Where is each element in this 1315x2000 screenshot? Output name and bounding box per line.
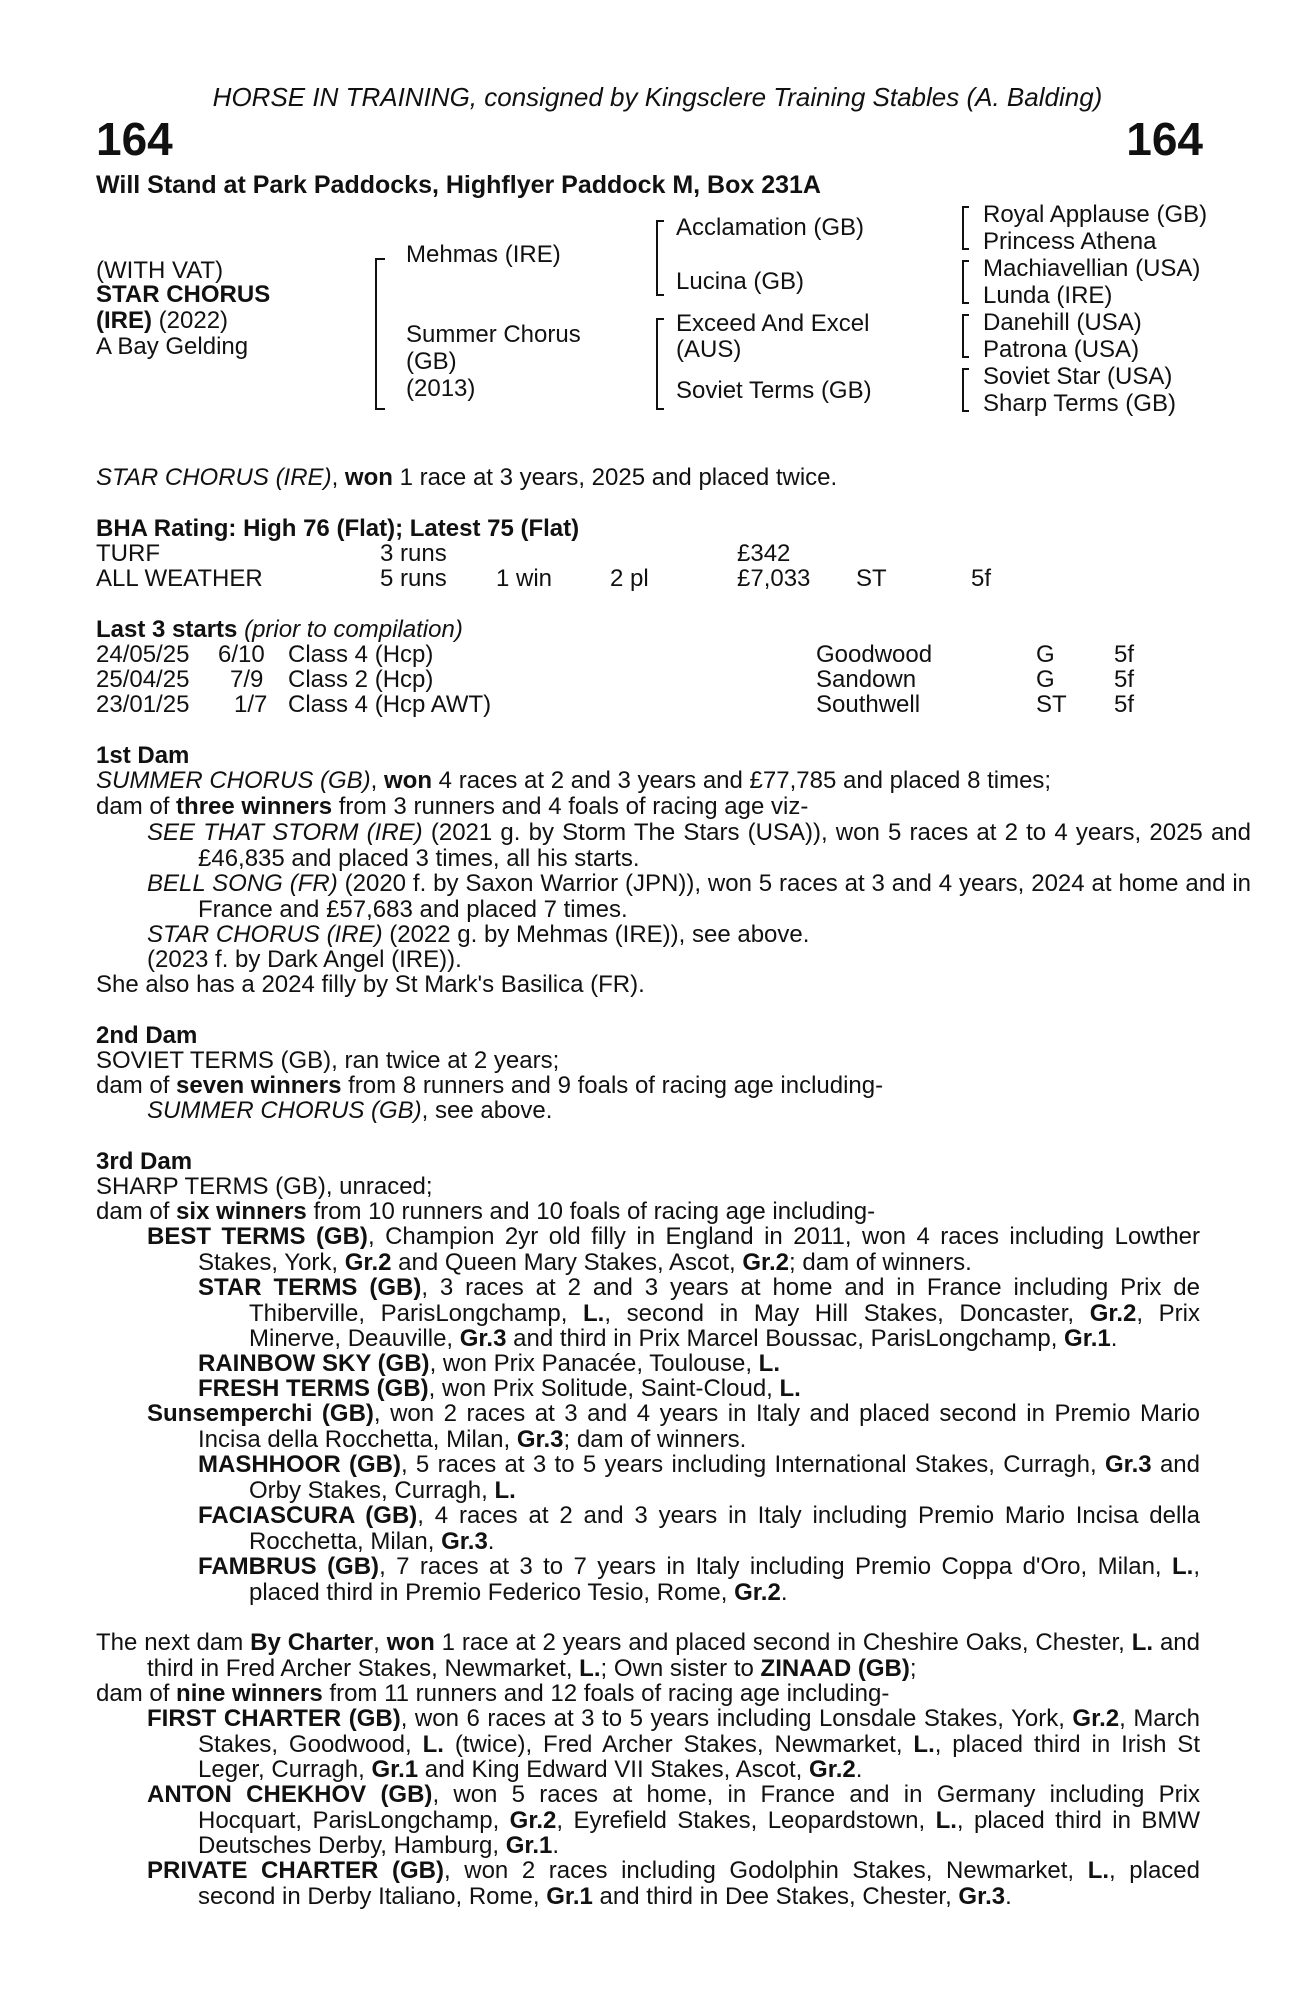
grade: Gr.3	[958, 1882, 1006, 1910]
entry-name: STAR TERMS (GB)	[198, 1274, 422, 1301]
listed: L.	[1131, 1629, 1154, 1656]
entry-name: FRESH TERMS (GB)	[198, 1375, 429, 1402]
entry-text: , placed third in BMW Deutsches Derby, Hamburg,	[198, 1806, 1200, 1859]
start-class: Class 4 (Hcp AWT)	[288, 691, 492, 718]
grade: Gr.1	[546, 1882, 593, 1910]
entry-text: and third in Prix Marcel Boussac, ParisLongchamp,	[506, 1325, 1065, 1352]
horse-year: (2022)	[158, 307, 229, 334]
gg-brace-3	[962, 314, 969, 358]
next-dam-intro	[96, 1630, 1200, 1681]
grade: Gr.2	[344, 1248, 392, 1276]
entry-text: , won Prix Panacée, Toulouse,	[429, 1350, 759, 1377]
dam1-entry-3	[147, 922, 1200, 948]
grade: Gr.3	[441, 1527, 488, 1555]
entry-text: , 5 races at 3 to 5 years including International Stakes, Curragh,	[400, 1451, 1105, 1478]
dam3-winners: six winners	[176, 1198, 307, 1225]
next-dam-pre: The next dam	[96, 1629, 251, 1656]
dam1-dam-of: dam of	[96, 793, 177, 820]
entry-name: PRIVATE CHARTER (GB)	[147, 1857, 444, 1884]
entry-text: , won 6 races at 3 to 5 years including Lonsdale Stakes, York,	[400, 1705, 1073, 1732]
dam1-entry-4: (2023 f. by Dark Angel (IRE)).	[147, 946, 462, 973]
gg-3: Machiavellian (USA)	[983, 255, 1201, 282]
horse-name: STAR CHORUS	[96, 281, 271, 308]
dam1-winners: three winners	[176, 793, 333, 820]
grade: Gr.3	[1104, 1451, 1152, 1478]
dam3-line1: SHARP TERMS (GB), unraced;	[96, 1173, 433, 1200]
entry-text: , 3 races at 2 and 3 years at home and in France including Prix de Thiberville, ParisLongchamp,	[249, 1274, 1200, 1327]
dam2-foals: from 8 runners and 9 foals of racing age including-	[341, 1072, 884, 1099]
lot-number-left: 164	[96, 113, 173, 165]
start-class: Class 2 (Hcp)	[288, 666, 434, 693]
entry-text: , placed third in Irish St Leger, Curragh,	[198, 1730, 1200, 1783]
entry-text: 1 race at 2 years and placed second in Cheshire Oaks, Chester,	[434, 1629, 1132, 1656]
stabling-location: Will Stand at Park Paddocks, Highflyer Paddock M, Box 231A	[96, 171, 821, 199]
catalogue-header: HORSE IN TRAINING, consigned by Kingsclere Training Stables (A. Balding)	[212, 82, 1103, 112]
entry-text: , won Prix Solitude, Saint-Cloud,	[428, 1375, 780, 1402]
listed: L.	[1172, 1553, 1194, 1580]
start-course: Sandown	[816, 666, 917, 693]
entry-text: .	[487, 1527, 495, 1555]
entry-name: RAINBOW SKY (GB)	[198, 1350, 430, 1377]
entry-text: and third in Dee Stakes, Chester,	[592, 1882, 959, 1910]
race-summary: STAR CHORUS (IRE), won 1 race at 3 years, 2025 and placed twice.	[96, 464, 838, 491]
dam3-dam-of: dam of	[96, 1198, 177, 1225]
entry-text: ;	[909, 1654, 917, 1682]
dam1-foals: from 3 runners and 4 foals of racing age viz-	[332, 793, 809, 820]
gg-1: Royal Applause (GB)	[983, 201, 1208, 228]
dam-line1: Summer Chorus	[406, 321, 581, 348]
entry-name: ANTON CHEKHOV (GB)	[147, 1781, 433, 1808]
next-dam-winners: nine winners	[176, 1680, 323, 1707]
start-date: 23/01/25	[96, 691, 190, 718]
dam3-foals: from 10 runners and 10 foals of racing age including-	[306, 1198, 876, 1225]
dam2-entry	[147, 1098, 1200, 1124]
start-going: G	[1036, 666, 1055, 693]
sire-sire: Acclamation (GB)	[676, 214, 865, 241]
next-dam-entry-anton-chekhov	[147, 1782, 1200, 1859]
grade: Gr.2	[1089, 1299, 1137, 1327]
entry-text: .	[552, 1832, 560, 1859]
rating-prize-0: £342	[737, 540, 791, 567]
start-pos: 1/7	[234, 691, 268, 718]
next-dam-won: won	[386, 1629, 435, 1656]
start-dist: 5f	[1114, 666, 1135, 693]
gg-4: Lunda (IRE)	[983, 282, 1113, 309]
gg-6: Patrona (USA)	[983, 336, 1140, 363]
listed: L.	[583, 1299, 605, 1327]
grade: Gr.3	[459, 1325, 507, 1352]
gg-brace-4	[962, 368, 969, 412]
next-dam-entry-first-charter	[147, 1706, 1200, 1783]
gg-brace-1	[962, 206, 969, 250]
last-starts-note: (prior to compilation)	[244, 616, 463, 643]
listed: L.	[779, 1375, 801, 1402]
dam2-dam-of: dam of	[96, 1072, 177, 1099]
summary-won: won	[344, 464, 393, 491]
start-course: Southwell	[816, 691, 921, 718]
start-date: 24/05/25	[96, 641, 190, 668]
dam2-line2	[96, 1073, 1200, 1099]
dam-line2: (GB)	[406, 348, 457, 375]
entry-name: FACIASCURA (GB)	[198, 1502, 418, 1529]
dam2-line1: SOVIET TERMS (GB), ran twice at 2 years;	[96, 1047, 560, 1074]
entry-name: SUMMER CHORUS (GB)	[147, 1097, 422, 1124]
entry-text: .	[1110, 1325, 1118, 1352]
start-pos: 6/10	[218, 641, 265, 668]
entry-text: .	[1005, 1882, 1012, 1910]
gg-2: Princess Athena	[983, 228, 1157, 255]
dam1-name: SUMMER CHORUS (GB)	[96, 767, 371, 794]
horse-country: (IRE)	[96, 307, 152, 334]
grade: Gr.1	[1064, 1325, 1111, 1352]
dam-sire-line2: (AUS)	[676, 336, 742, 363]
gg-7: Soviet Star (USA)	[983, 363, 1173, 390]
dam3-entry-fresh-terms	[198, 1376, 1200, 1402]
next-dam-line2	[96, 1681, 1200, 1707]
grade: Gr.1	[371, 1756, 419, 1783]
dam3-entry-best-terms	[147, 1224, 1200, 1275]
lot-number-right: 164	[1126, 113, 1203, 165]
rating-heading: BHA Rating: High 76 (Flat); Latest 75 (Flat)	[96, 515, 580, 542]
sire-dam: Lucina (GB)	[676, 268, 805, 295]
rating-dist-1: 5f	[971, 565, 992, 592]
entry-text: , won 2 races including Godolphin Stakes, Newmarket,	[443, 1857, 1088, 1884]
pedigree-brace-sire	[656, 220, 664, 296]
dam3-entry-star-terms	[198, 1275, 1200, 1352]
dam3-entry-faciascura	[198, 1503, 1200, 1554]
dam2-winners: seven winners	[176, 1072, 342, 1099]
rating-prize-1: £7,033	[737, 565, 811, 592]
entry-name: SEE THAT STORM (IRE)	[147, 819, 423, 846]
entry-name: BEST TERMS (GB)	[147, 1223, 368, 1250]
entry-name: FAMBRUS (GB)	[198, 1553, 380, 1580]
dam1-won: won	[384, 767, 433, 794]
entry-text: (2022 g. by Mehmas (IRE)), see above.	[382, 921, 810, 948]
entry-text: ; dam of winners.	[563, 1425, 747, 1453]
horse-origin	[96, 308, 228, 334]
dam3-entry-rainbow-sky	[198, 1351, 1200, 1377]
gg-5: Danehill (USA)	[983, 309, 1142, 336]
dam3-entry-sunsemperchi	[147, 1401, 1200, 1452]
entry-text: , placed third in Premio Federico Tesio, Rome,	[249, 1553, 1200, 1606]
dam3-line2	[96, 1199, 1200, 1225]
entry-text: .	[780, 1578, 788, 1606]
dam3-entry-fambrus	[198, 1554, 1200, 1605]
rating-wins-1: 1 win	[496, 565, 553, 592]
entry-name: Sunsemperchi (GB)	[147, 1400, 374, 1427]
entry-name: BELL SONG (FR)	[147, 870, 338, 897]
entry-text: ; dam of winners.	[789, 1248, 972, 1276]
sister-name: ZINAAD (GB)	[760, 1654, 910, 1682]
dam1-heading: 1st Dam	[96, 742, 190, 769]
pedigree-brace-dam	[656, 318, 664, 410]
next-dam-entry-private-charter	[147, 1858, 1200, 1909]
grade: Gr.2	[809, 1756, 856, 1783]
grade: Gr.2	[742, 1248, 790, 1276]
entry-name: STAR CHORUS (IRE)	[147, 921, 383, 948]
entry-text: , 7 races at 3 to 7 years in Italy including Premio Coppa d'Oro, Milan,	[379, 1553, 1172, 1580]
listed: L.	[494, 1476, 516, 1504]
next-dam-name: By Charter	[250, 1629, 374, 1656]
entry-text: , March Stakes, Goodwood,	[198, 1705, 1200, 1758]
dam-dam: Soviet Terms (GB)	[676, 377, 872, 404]
entry-text: and third in Fred Archer Stakes, Newmarket,	[147, 1629, 1200, 1682]
entry-name: MASHHOOR (GB)	[198, 1451, 401, 1478]
rating-going-1: ST	[856, 565, 887, 592]
dam3-heading: 3rd Dam	[96, 1148, 193, 1175]
entry-text: , see above.	[421, 1097, 553, 1124]
entry-text: , second in May Hill Stakes, Doncaster,	[604, 1299, 1090, 1327]
dam1-line1: SUMMER CHORUS (GB), won 4 races at 2 and 3 years and £77,785 and placed 8 times;	[96, 767, 1052, 794]
summary-horse-name: STAR CHORUS (IRE)	[96, 464, 332, 491]
entry-text: ,	[373, 1629, 387, 1656]
dam1-footer: She also has a 2024 filly by St Mark's Basilica (FR).	[96, 971, 645, 998]
dam1-entry-1	[147, 820, 1251, 871]
grade: Gr.2	[734, 1578, 781, 1606]
last-starts-heading	[96, 617, 463, 643]
grade: Gr.1	[505, 1832, 553, 1859]
listed: L.	[913, 1730, 935, 1758]
start-going: G	[1036, 641, 1055, 668]
start-dist: 5f	[1114, 691, 1135, 718]
grade: Gr.3	[516, 1425, 564, 1453]
sire: Mehmas (IRE)	[406, 241, 561, 268]
rating-surface-0: TURF	[96, 540, 160, 567]
entry-text: and King Edward VII Stakes, Ascot,	[418, 1756, 810, 1783]
listed: L.	[935, 1806, 957, 1834]
listed: L.	[579, 1654, 601, 1682]
entry-text: and Orby Stakes, Curragh,	[249, 1451, 1200, 1504]
rating-placed-1: 2 pl	[610, 565, 649, 592]
entry-text: , won 5 races at home, in France and in Germany including Prix Hocquart, ParisLongchamp,	[198, 1781, 1200, 1834]
entry-text: .	[855, 1756, 863, 1783]
rating-surface-1: ALL WEATHER	[96, 565, 263, 592]
entry-text: ; Own sister to	[600, 1654, 761, 1682]
listed: L.	[1087, 1857, 1110, 1884]
gg-8: Sharp Terms (GB)	[983, 390, 1176, 417]
last-starts-title: Last 3 starts	[96, 616, 238, 643]
grade: Gr.2	[509, 1806, 557, 1834]
entry-text: , Eyrefield Stakes, Leopardstown,	[556, 1806, 936, 1834]
start-class: Class 4 (Hcp)	[288, 641, 434, 668]
dam2-heading: 2nd Dam	[96, 1022, 198, 1049]
entry-name: FIRST CHARTER (GB)	[147, 1705, 401, 1732]
pedigree-brace-main	[375, 258, 385, 410]
entry-text: (twice), Fred Archer Stakes, Newmarket,	[443, 1730, 914, 1758]
listed: L.	[422, 1730, 444, 1758]
start-going: ST	[1036, 691, 1067, 718]
entry-text: , 4 races at 2 and 3 years in Italy including Premio Mario Incisa della Rocchetta, Milan,	[249, 1502, 1201, 1555]
start-course: Goodwood	[816, 641, 933, 668]
entry-text: (2020 f. by Saxon Warrior (JPN)), won 5 races at 3 and 4 years, 2024 at home and in France and £57,683 and placed 7 times.	[198, 870, 1251, 923]
listed: L.	[758, 1350, 780, 1377]
start-date: 25/04/25	[96, 666, 190, 693]
entry-text: , placed second in Derby Italiano, Rome,	[198, 1857, 1201, 1910]
summary-rest: 1 race at 3 years, 2025 and placed twice.	[392, 464, 838, 491]
entry-text: , won 2 races at 3 and 4 years in Italy and placed second in Premio Mario Incisa della Rocchetta, Milan,	[198, 1400, 1201, 1453]
dam1-line2	[96, 794, 1200, 820]
next-dam-dam-of: dam of	[96, 1680, 177, 1707]
vat-note: (WITH VAT)	[96, 257, 224, 284]
next-dam-foals: from 11 runners and 12 foals of racing age including-	[322, 1680, 890, 1707]
rating-runs-0: 3 runs	[380, 540, 447, 567]
dam1-entry-2	[147, 871, 1251, 922]
rating-runs-1: 5 runs	[380, 565, 447, 592]
dam-line3: (2013)	[406, 375, 476, 402]
grade: Gr.2	[1072, 1705, 1120, 1732]
dam1-rest: 4 races at 2 and 3 years and £77,785 and placed 8 times;	[432, 767, 1052, 794]
horse-description: A Bay Gelding	[96, 333, 249, 360]
entry-text: , Prix Minerve, Deauville,	[249, 1299, 1201, 1352]
start-pos: 7/9	[230, 666, 264, 693]
gg-brace-2	[962, 260, 969, 304]
entry-text: , Champion 2yr old filly in England in 2011, won 4 races including Lowther Stakes, York,	[198, 1223, 1201, 1276]
entry-text: (2021 g. by Storm The Stars (USA)), won 5 races at 2 to 4 years, 2025 and £46,835 and placed 3 times, all his starts.	[198, 819, 1252, 872]
dam3-entry-mashhoor	[198, 1452, 1200, 1503]
entry-text: and Queen Mary Stakes, Ascot,	[391, 1248, 743, 1276]
start-dist: 5f	[1114, 641, 1135, 668]
dam-sire-line1: Exceed And Excel	[676, 310, 870, 337]
